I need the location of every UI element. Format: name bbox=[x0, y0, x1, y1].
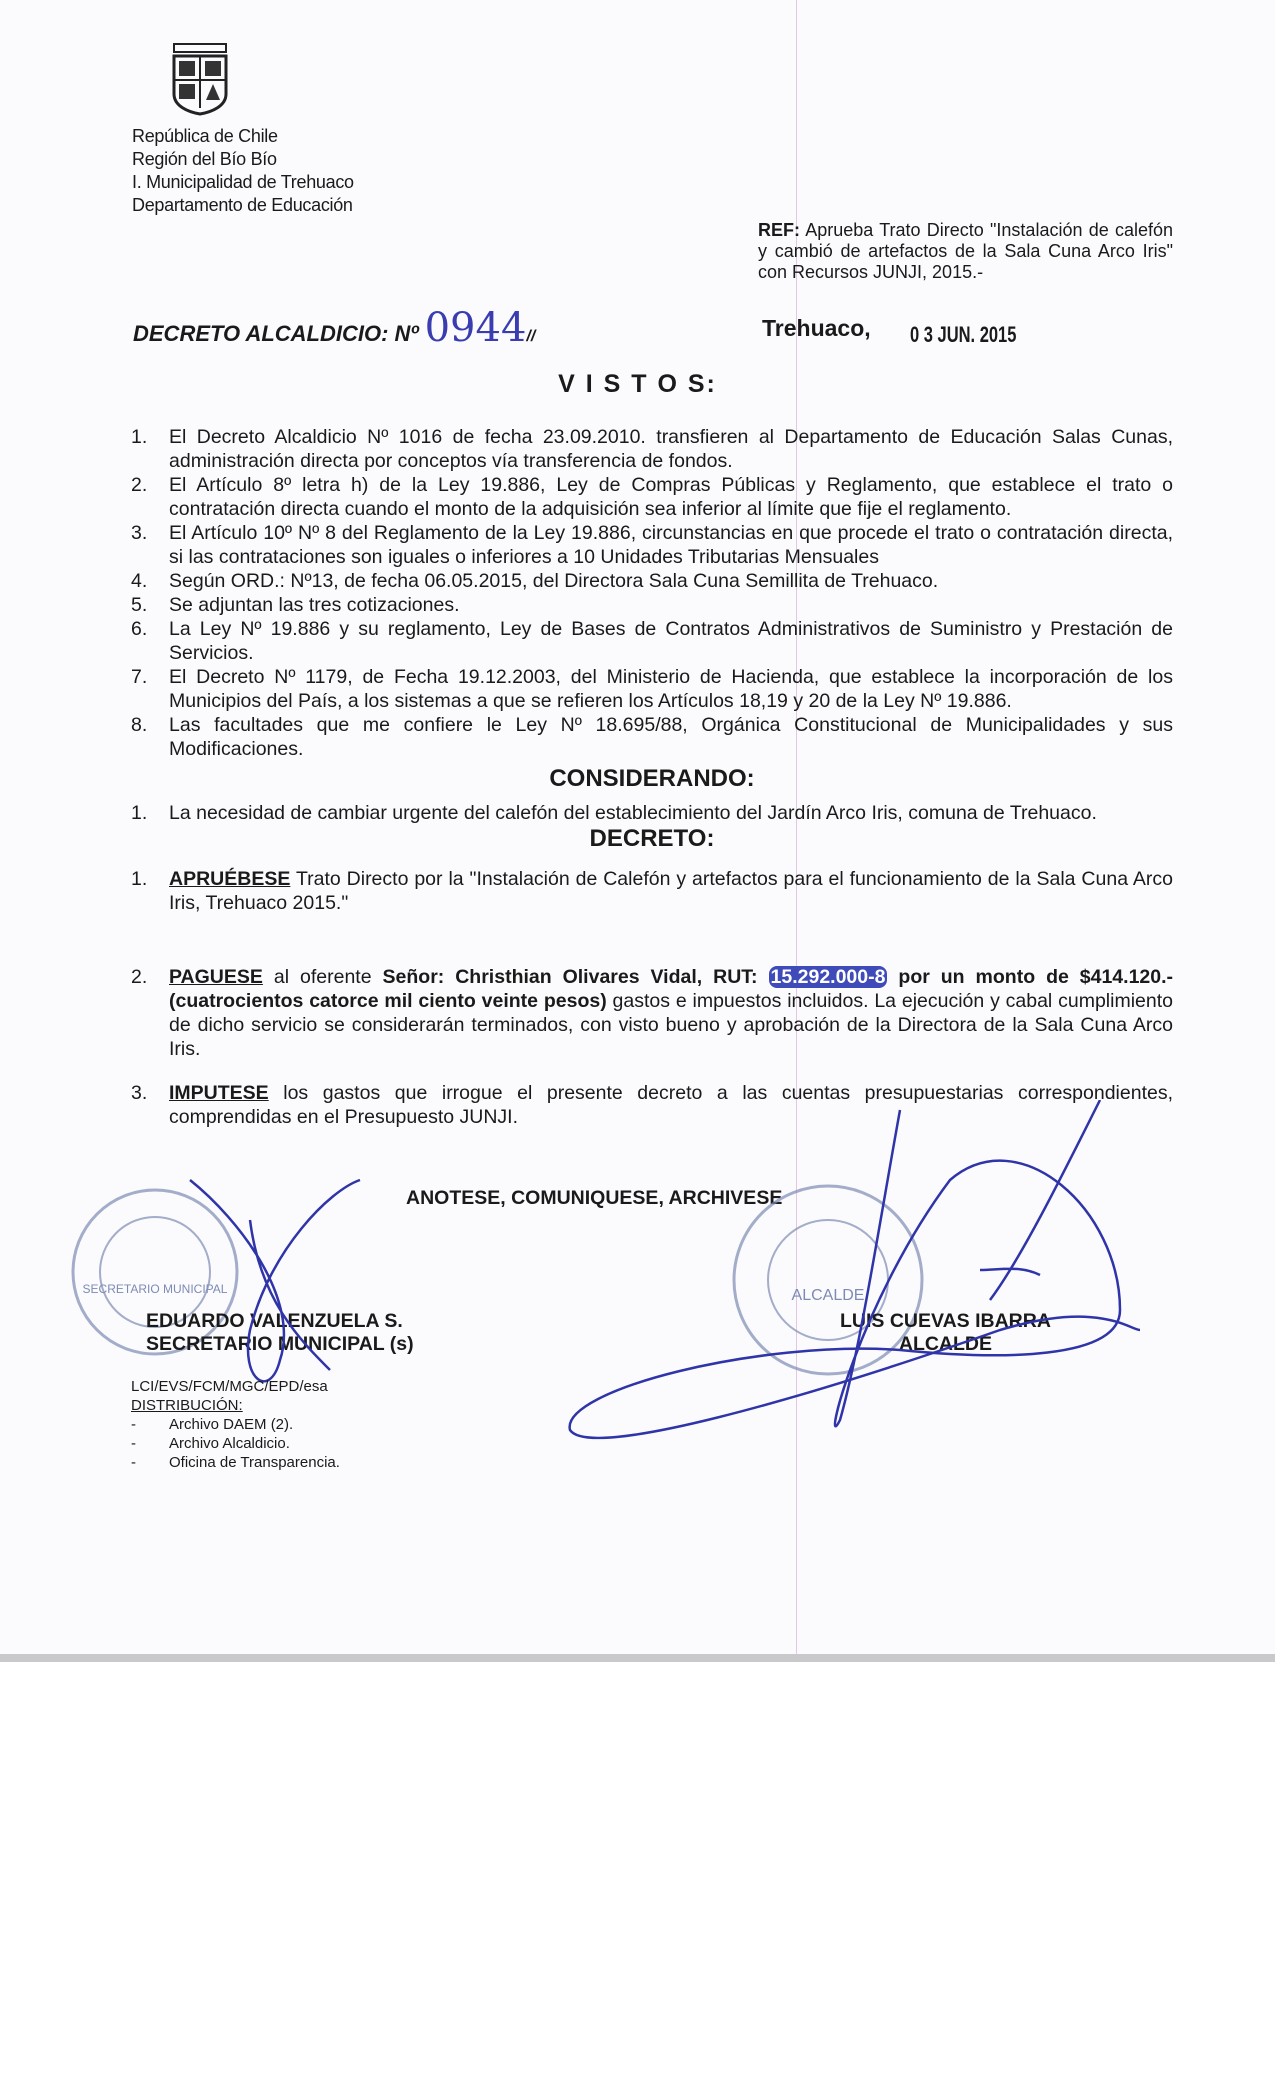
decreto-list bbox=[131, 867, 1173, 1129]
item-text: los gastos que irrogue el presente decreto a las cuentas presupuestarias correspondientes, comprendidas en el Presupuesto JUNJI. bbox=[169, 1082, 1173, 1128]
decree-label: DECRETO ALCALDICIO: Nº bbox=[133, 321, 419, 346]
item-text: La necesidad de cambiar urgente del calefón del establecimiento del Jardín Arco Iris, comuna de Trehuaco. bbox=[169, 802, 1097, 824]
list-item: 1. El Decreto Alcaldicio Nº 1016 de fecha 23.09.2010. transfieren al Departamento de Educación Salas Cunas, administración directa por conceptos vía transferencia de fondos. bbox=[131, 426, 1173, 472]
list-item: 1. APRUÉBESE Trato Directo por la "Instalación de Calefón y artefactos para el funcionamiento de la Sala Cuna Arco Iris, Trehuaco 2015." bbox=[131, 868, 1173, 914]
list-item: 3. IMPUTESE los gastos que irrogue el presente decreto a las cuentas presupuestarias correspondientes, comprendidas en el Presupuesto JUNJI. bbox=[131, 1082, 1173, 1128]
signer-role: ALCALDE bbox=[898, 1333, 993, 1355]
stamp-text: SECRETARIO MUNICIPAL bbox=[82, 1282, 228, 1296]
distribution-label: DISTRIBUCIÓN: bbox=[131, 1397, 243, 1414]
header-line: Departamento de Educación bbox=[132, 195, 353, 215]
list-item: 2. PAGUESE al oferente Señor: Christhian Olivares Vidal, RUT: 15.292.000-8 por un monto de $414.120.- (cuatrocientos catorce mil ciento veinte pesos) gastos e impuestos incluidos. La ejecución y cabal cumplimiento de dicho servicio se considerarán terminados, con visto bueno y aprobación de la Directora de la Sala Cuna Arco Iris. bbox=[131, 966, 1174, 1060]
footer bbox=[131, 1377, 340, 1472]
list-item: 1. La necesidad de cambiar urgente del calefón del establecimiento del Jardín Arco Iris, comuna de Trehuaco. bbox=[131, 802, 1097, 824]
header-line: Región del Bío Bío bbox=[132, 149, 277, 169]
item-text: Archivo Alcaldicio. bbox=[169, 1435, 290, 1452]
list-item: 6. La Ley Nº 19.886 y su reglamento, Ley de Bases de Contratos Administrativos de Suministro y Prestación de Servicios. bbox=[131, 618, 1173, 664]
reference-block bbox=[758, 220, 1173, 283]
vistos-list bbox=[131, 425, 1173, 761]
signer-name: EDUARDO VALENZUELA S. bbox=[146, 1310, 403, 1332]
list-item: 2. El Artículo 8º letra h) de la Ley 19.886, Ley de Compras Públicas y Reglamento, que establece el trato o contratación directa cuando el monto de la adquisición sea inferior al límite que fije el reglamento. bbox=[131, 474, 1173, 520]
list-item: 8. Las facultades que me confiere le Ley Nº 18.695/88, Orgánica Constitucional de Municipalidades y sus Modificaciones. bbox=[131, 714, 1173, 760]
rut-highlighted: 15.292.000-8 bbox=[770, 966, 886, 988]
item-text: Las facultades que me confiere le Ley Nº 18.695/88, Orgánica Constitucional de Municipalidades y sus Modificaciones. bbox=[169, 714, 1173, 760]
ref-label: REF: bbox=[758, 220, 800, 240]
closing-formula: ANOTESE, COMUNIQUESE, ARCHIVESE bbox=[406, 1187, 783, 1209]
distribution-item: - Oficina de Transparencia. bbox=[131, 1454, 340, 1471]
considerando-list bbox=[131, 801, 1173, 825]
considerando-title: CONSIDERANDO: bbox=[549, 765, 755, 792]
list-item: 3. El Artículo 10º Nº 8 del Reglamento de la Ley 19.886, circunstancias en que procede el trato o contratación directa, si las contrataciones son iguales o inferiores a 10 Unidades Tributarias Mensuales bbox=[131, 522, 1173, 568]
stamp-text: ALCALDE bbox=[791, 1287, 865, 1304]
item-text: El Decreto Nº 1179, de Fecha 19.12.2003, del Ministerio de Hacienda, que establece la incorporación de los Municipios del País, a los sistemas a que se refieren los Artículos 18,19 y 20 de la Ley Nº 19.886. bbox=[169, 666, 1173, 712]
payee: Señor: Christhian Olivares Vidal, RUT: bbox=[382, 966, 769, 988]
distribution-item: - Archivo DAEM (2). bbox=[131, 1416, 294, 1433]
initials: LCI/EVS/FCM/MGC/EPD/esa bbox=[131, 1378, 328, 1395]
keyword: PAGUESE bbox=[169, 966, 263, 988]
item-text: Trato Directo por la "Instalación de Calefón y artefactos para el funcionamiento de la Sala Cuna Arco Iris, Trehuaco 2015." bbox=[169, 868, 1173, 914]
coat-of-arms-logo bbox=[168, 40, 232, 116]
list-item: 5. Se adjuntan las tres cotizaciones. bbox=[131, 594, 460, 616]
item-text: El Artículo 8º letra h) de la Ley 19.886, Ley de Compras Públicas y Reglamento, que establece el trato o contratación directa cuando el monto de la adquisición sea inferior al límite que fije el reglamento. bbox=[169, 474, 1173, 520]
item-text: El Artículo 10º Nº 8 del Reglamento de la Ley 19.886, circunstancias en que procede el trato o contratación directa, si las contrataciones son iguales o inferiores a 10 Unidades Tributarias Mensuales bbox=[169, 522, 1173, 568]
handwritten-decree-number: 0944 bbox=[424, 305, 527, 351]
item-text: El Decreto Alcaldicio Nº 1016 de fecha 23.09.2010. transfieren al Departamento de Educación Salas Cunas, administración directa por conceptos vía transferencia de fondos. bbox=[169, 426, 1173, 472]
item-text: Archivo DAEM (2). bbox=[169, 1416, 294, 1433]
decreto-title: DECRETO: bbox=[589, 825, 715, 852]
document-body bbox=[131, 425, 1173, 1129]
list-item: 7. El Decreto Nº 1179, de Fecha 19.12.2003, del Ministerio de Hacienda, que establece la incorporación de los Municipios del País, a los sistemas a que se refieren los Artículos 18,19 y 20 de la Ley Nº 19.886. bbox=[131, 666, 1173, 712]
item-text: Se adjuntan las tres cotizaciones. bbox=[169, 594, 460, 616]
ref-text: Aprueba Trato Directo "Instalación de calefón y cambió de artefactos de la Sala Cuna Arco Iris" con Recursos JUNJI, 2015.- bbox=[758, 220, 1173, 282]
list-item: 4. Según ORD.: Nº13, de fecha 06.05.2015, del Directora Sala Cuna Semillita de Trehuaco. bbox=[131, 570, 939, 592]
vistos-title: V I S T O S: bbox=[558, 370, 717, 398]
decree-number-line bbox=[133, 305, 535, 351]
header-line: República de Chile bbox=[132, 126, 278, 146]
distribution-item: - Archivo Alcaldicio. bbox=[131, 1435, 290, 1452]
institution-header bbox=[132, 125, 354, 217]
amount: por un monto de $414.120.- (cuatrocientos catorce mil ciento veinte pesos) bbox=[169, 966, 1174, 1012]
date-stamp: 0 3 JUN. 2015 bbox=[910, 322, 1017, 347]
item-text: Según ORD.: Nº13, de fecha 06.05.2015, del Directora Sala Cuna Semillita de Trehuaco. bbox=[169, 570, 939, 592]
keyword: APRUÉBESE bbox=[169, 868, 291, 890]
header-line: I. Municipalidad de Trehuaco bbox=[132, 172, 354, 192]
item-text: La Ley Nº 19.886 y su reglamento, Ley de Bases de Contratos Administrativos de Suministro y Prestación de Servicios. bbox=[169, 618, 1173, 664]
item-text: Oficina de Transparencia. bbox=[169, 1454, 340, 1471]
signer-name: LUIS CUEVAS IBARRA bbox=[840, 1310, 1051, 1332]
item-text: al oferente bbox=[262, 966, 383, 988]
place: Trehuaco, bbox=[762, 315, 871, 341]
item-text: gastos e impuestos incluidos. La ejecución y cabal cumplimiento de dicho servicio se considerarán terminados, con visto bueno y aprobación de la Directora de la Sala Cuna Arco Iris. bbox=[169, 990, 1173, 1060]
signer-role: SECRETARIO MUNICIPAL (s) bbox=[146, 1333, 414, 1355]
decree-suffix: // bbox=[526, 328, 536, 345]
keyword: IMPUTESE bbox=[169, 1082, 269, 1104]
